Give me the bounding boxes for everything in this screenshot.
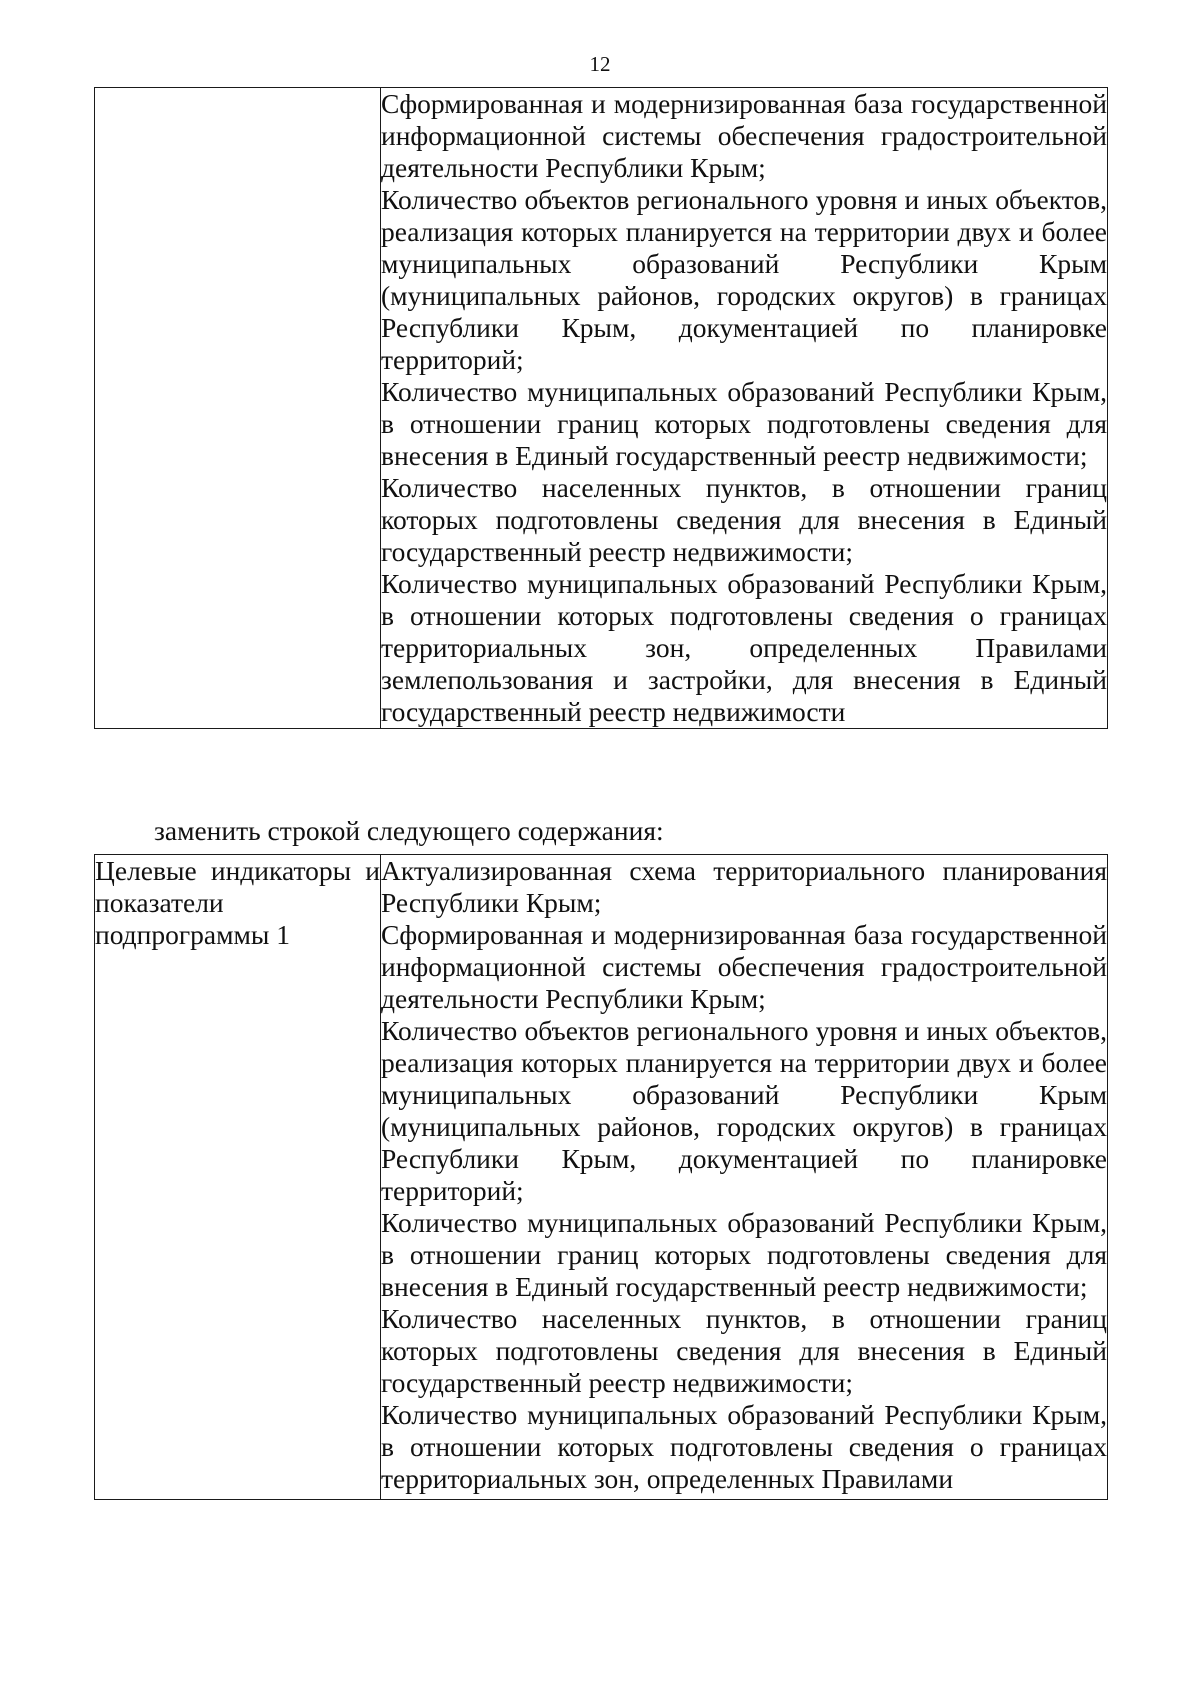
indicator-paragraph: Актуализированная схема территориального планирования Республики Крым;	[381, 855, 1107, 918]
page-number: 12	[589, 52, 611, 76]
table-cell-right	[381, 855, 1108, 1500]
indicator-paragraph: Количество населенных пунктов, в отношении границ которых подготовлены сведения для внесения в Единый государственный реестр недвижимости;	[381, 1303, 1107, 1398]
indicator-paragraph: Количество муниципальных образований Республики Крым, в отношении границ которых подготовлены сведения для внесения в Единый государственный реестр недвижимости;	[381, 1207, 1107, 1302]
table-cell-left	[95, 88, 381, 729]
indicator-paragraph: Сформированная и модернизированная база государственной информационной системы обеспечения градостроительной деятельности Республики Крым;	[381, 88, 1107, 183]
indicator-paragraph: Количество объектов регионального уровня и иных объектов, реализация которых планируется на территории двух и более муниципальных образований Республики Крым (муниципальных районов, городских округов) в границах Республики Крым, документацией по планировке территорий;	[381, 1015, 1107, 1206]
table-cell-left: Целевые индикаторы и показатели подпрограммы 1	[95, 855, 381, 1500]
indicator-paragraph: Количество муниципальных образований Республики Крым, в отношении границ которых подготовлены сведения для внесения в Единый государственный реестр недвижимости;	[381, 376, 1107, 471]
table-row	[95, 88, 1108, 729]
table-cell-right	[381, 88, 1108, 729]
table-row	[95, 855, 1108, 1500]
indicator-paragraph: Количество муниципальных образований Республики Крым, в отношении которых подготовлены сведения о границах территориальных зон, определенных Правилами	[381, 1399, 1107, 1494]
indicators-table-new	[94, 854, 1108, 1500]
indicator-paragraph: Количество населенных пунктов, в отношении границ которых подготовлены сведения для внесения в Единый государственный реестр недвижимости;	[381, 472, 1107, 567]
indicator-paragraph: Количество муниципальных образований Республики Крым, в отношении которых подготовлены сведения о границах территориальных зон, определенных Правилами землепользования и застройки, для внесения в Единый государственный реестр недвижимости	[381, 568, 1107, 727]
replacement-instruction: заменить строкой следующего содержания:	[154, 815, 664, 846]
indicators-table-old	[94, 87, 1108, 729]
indicator-paragraph: Количество объектов регионального уровня и иных объектов, реализация которых планируется на территории двух и более муниципальных образований Республики Крым (муниципальных районов, городских округов) в границах Республики Крым, документацией по планировке территорий;	[381, 184, 1107, 375]
indicator-paragraph: Сформированная и модернизированная база государственной информационной системы обеспечения градостроительной деятельности Республики Крым;	[381, 919, 1107, 1014]
